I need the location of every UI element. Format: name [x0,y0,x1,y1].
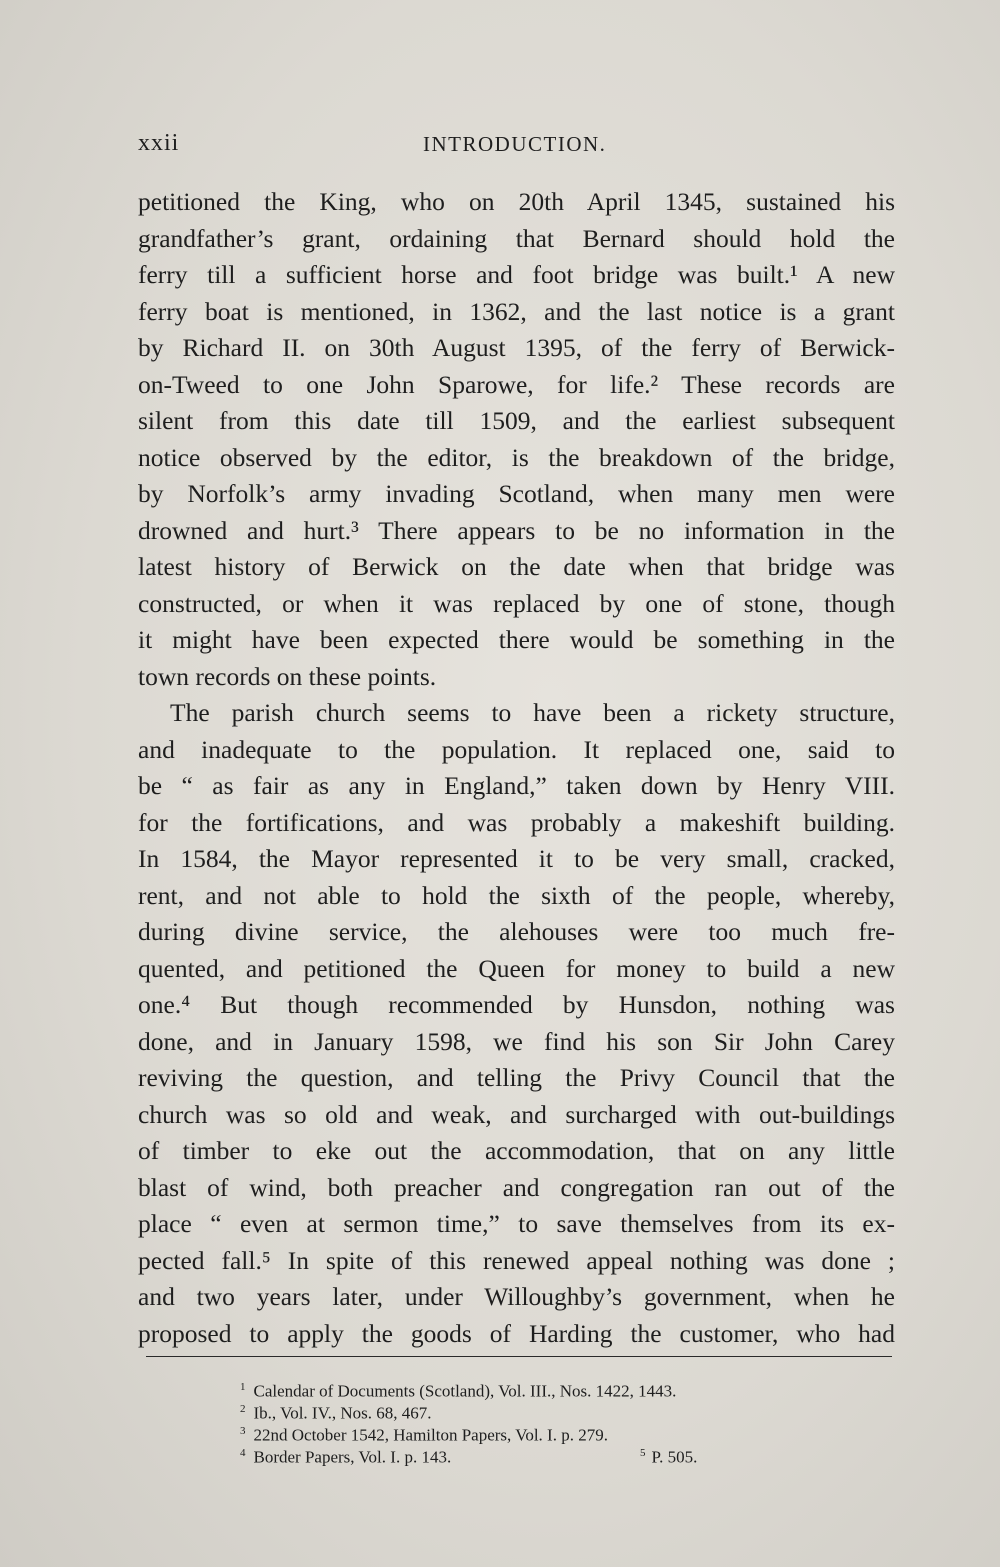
text-line: In 1584, the Mayor represented it to be very small, cracked, [138,844,895,873]
text-line: notice observed by the editor, is the breakdown of the bridge, [138,442,895,472]
text-line: ferry boat is mentioned, in 1362, and the last notice is a grant [138,296,895,326]
footnote [240,1442,800,1467]
footnotes [240,1376,800,1467]
text-line: and inadequate to the population. It replaced one, said to [138,734,895,764]
text-line: of timber to eke out the accommodation, that on any little [138,1136,895,1165]
footnote-text: Border Papers, Vol. I. p. 143. [253,1447,452,1467]
text-line: rent, and not able to hold the sixth of the people, whereby, [138,880,895,910]
footnote-inline [640,1442,697,1469]
text-line: and two years later, under Willoughby’s government, when he [138,1282,895,1311]
page-header [138,130,898,162]
footnote [240,1376,800,1401]
footnote-text: Ib., Vol. IV., Nos. 68, 467. [253,1403,432,1423]
text-line: reviving the question, and telling the Privy Council that the [138,1063,895,1092]
text-line: place “ even at sermon time,” to save themselves from its ex- [138,1209,895,1238]
text-line: done, and in January 1598, we find his son Sir John Carey [138,1026,895,1056]
text-line: for the fortifications, and was probably a makeshift building. [138,807,895,837]
text-line: drowned and hurt.³ There appears to be no information in the [138,515,895,545]
footnote [240,1398,800,1423]
text-line: latest history of Berwick on the date when that bridge was [138,552,895,581]
text-line: on-Tweed to one John Sparowe, for life.² These records are [138,369,895,399]
text-line: be “ as fair as any in England,” taken down by Henry VIII. [138,771,895,800]
paragraph-start-line: The parish church seems to have been a rickety structure, [170,698,895,727]
footnote-mark: 4 [240,1447,246,1459]
text-line: one.⁴ But though recommended by Hunsdon, nothing was [138,990,895,1019]
footnote-mark: 2 [240,1403,246,1415]
text-line: by Richard II. on 30th August 1395, of the ferry of Berwick- [138,333,895,362]
text-line: church was so old and weak, and surcharged with out-buildings [138,1099,895,1129]
text-line: ferry till a sufficient horse and foot bridge was built.¹ A new [138,260,895,289]
text-line: blast of wind, both preacher and congregation ran out of the [138,1172,895,1202]
footnote-text: P. 505. [651,1447,698,1467]
footnote-divider [146,1356,892,1357]
text-line: by Norfolk’s army invading Scotland, when many men were [138,479,895,508]
body-text [138,184,895,1352]
footnote-mark: 5 [640,1447,646,1459]
text-line: proposed to apply the goods of Harding the customer, who had [138,1318,895,1348]
text-line: during divine service, the alehouses were too much fre- [138,917,895,946]
footnote-text: Calendar of Documents (Scotland), Vol. III., Nos. 1422, 1443. [253,1381,677,1401]
footnote-text: 22nd October 1542, Hamilton Papers, Vol. I. p. 279. [253,1425,608,1445]
text-line: pected fall.⁵ In spite of this renewed appeal nothing was done ; [138,1245,895,1275]
footnote-mark: 1 [240,1381,246,1393]
text-line: grandfather’s grant, ordaining that Bernard should hold the [138,223,895,253]
text-line: quented, and petitioned the Queen for money to build a new [138,953,895,983]
text-line: it might have been expected there would be something in the [138,625,895,654]
text-line: silent from this date till 1509, and the earliest subsequent [138,406,895,435]
running-head: INTRODUCTION. [423,132,607,156]
text-line: constructed, or when it was replaced by one of stone, though [138,588,895,618]
footnote-mark: 3 [240,1425,246,1437]
text-line: petitioned the King, who on 20th April 1345, sustained his [138,187,895,216]
text-line: town records on these points. [138,661,437,691]
page-number: xxii [138,130,180,156]
footnote [240,1420,800,1445]
